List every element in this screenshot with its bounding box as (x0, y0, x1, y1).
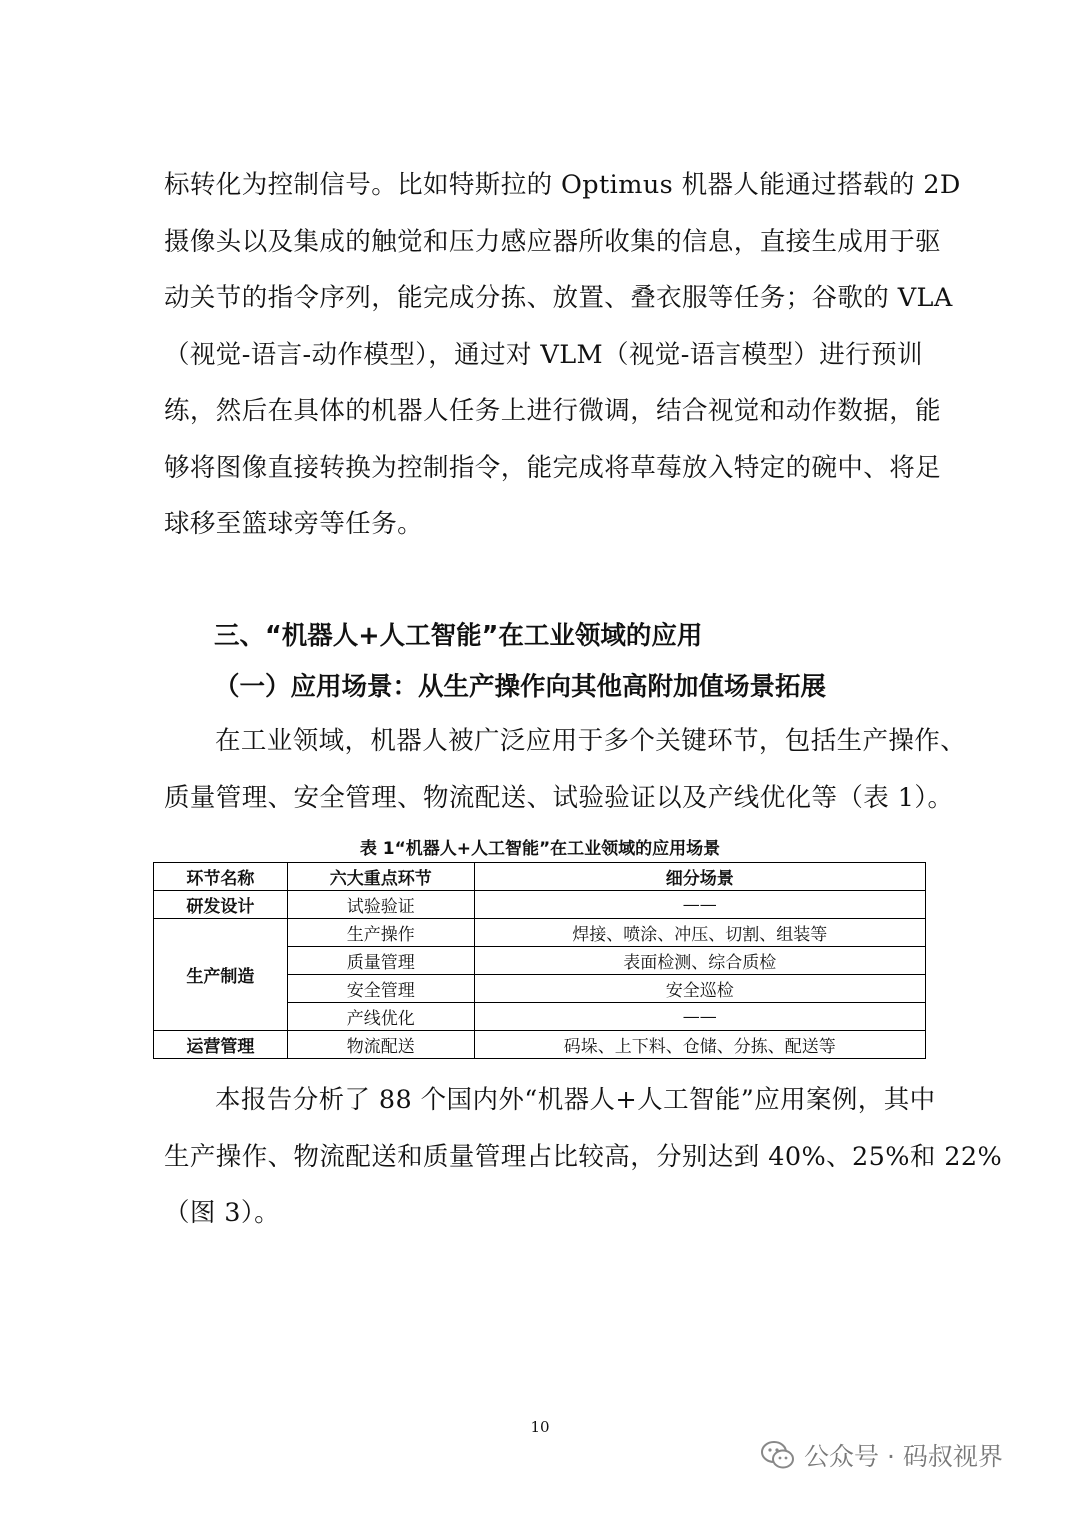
text-line: 摄像头以及集成的触觉和压力感应器所收集的信息，直接生成用于驱 (164, 226, 942, 257)
text-line: 在工业领域，机器人被广泛应用于多个关键环节，包括生产操作、 (215, 726, 967, 756)
application-table (153, 862, 926, 1059)
table-caption: 表 1“机器人+人工智能”在工业领域的应用场景 (359, 839, 721, 859)
text-line: 动关节的指令序列，能完成分拣、放置、叠衣服等任务；谷歌的 VLA (164, 283, 953, 313)
page-number: 10 (530, 1418, 550, 1436)
scene-cell: 码垛、上下料、仓储、分拣、配送等 (474, 1031, 925, 1059)
text-line: 生产操作、物流配送和质量管理占比较高，分别达到 40%、25%和 22% (164, 1141, 1003, 1172)
link-cell: 产线优化 (287, 1003, 474, 1031)
stage-cell: 运营管理 (154, 1031, 288, 1059)
text-line: 球移至篮球旁等任务。 (164, 509, 424, 539)
text-line: 练，然后在具体的机器人任务上进行微调，结合视觉和动作数据，能 (164, 396, 942, 426)
text-line: 本报告分析了 88 个国内外“机器人+人工智能”应用案例，其中 (215, 1085, 936, 1115)
scene-cell: 安全巡检 (474, 975, 925, 1003)
link-cell: 物流配送 (287, 1031, 474, 1059)
text-line: （视觉-语言-动作模型），通过对 VLM（视觉-语言模型）进行预训 (164, 339, 923, 370)
table-header-row (154, 863, 926, 891)
stage-cell: 研发设计 (154, 891, 288, 919)
text-line: 质量管理、安全管理、物流配送、试验验证以及产线优化等（表 1）。 (164, 782, 954, 813)
paragraph-intro (164, 157, 961, 553)
text-line: 够将图像直接转换为控制指令，能完成将草莓放入特定的碗中、将足 (164, 452, 942, 483)
table-header: 六大重点环节 (287, 863, 474, 891)
paragraph-analysis (164, 1072, 1003, 1242)
text-line: 标转化为控制信号。比如特斯拉的 Optimus 机器人能通过搭载的 2D (164, 170, 961, 200)
text-line: （图 3）。 (164, 1198, 280, 1228)
paragraph-application (164, 713, 967, 826)
table-row (154, 1031, 926, 1059)
link-cell: 质量管理 (287, 947, 474, 975)
stage-cell: 生产制造 (154, 919, 288, 1031)
section-heading: 三、“机器人+人工智能”在工业领域的应用 (214, 621, 703, 651)
scene-cell: —— (474, 1003, 925, 1031)
scene-cell: 表面检测、综合质检 (474, 947, 925, 975)
link-cell: 生产操作 (287, 919, 474, 947)
table-row (154, 891, 926, 919)
table-header: 环节名称 (154, 863, 288, 891)
table-row (154, 919, 926, 947)
link-cell: 安全管理 (287, 975, 474, 1003)
watermark-text: 公众号 · 码叔视界 (804, 1442, 1003, 1471)
wechat-icon (760, 1440, 796, 1470)
table-header: 细分场景 (474, 863, 925, 891)
scene-cell: —— (474, 891, 925, 919)
link-cell: 试验验证 (287, 891, 474, 919)
scene-cell: 焊接、喷涂、冲压、切割、组装等 (474, 919, 925, 947)
subsection-heading: （一）应用场景：从生产操作向其他高附加值场景拓展 (214, 672, 827, 702)
watermark (760, 1437, 1003, 1473)
